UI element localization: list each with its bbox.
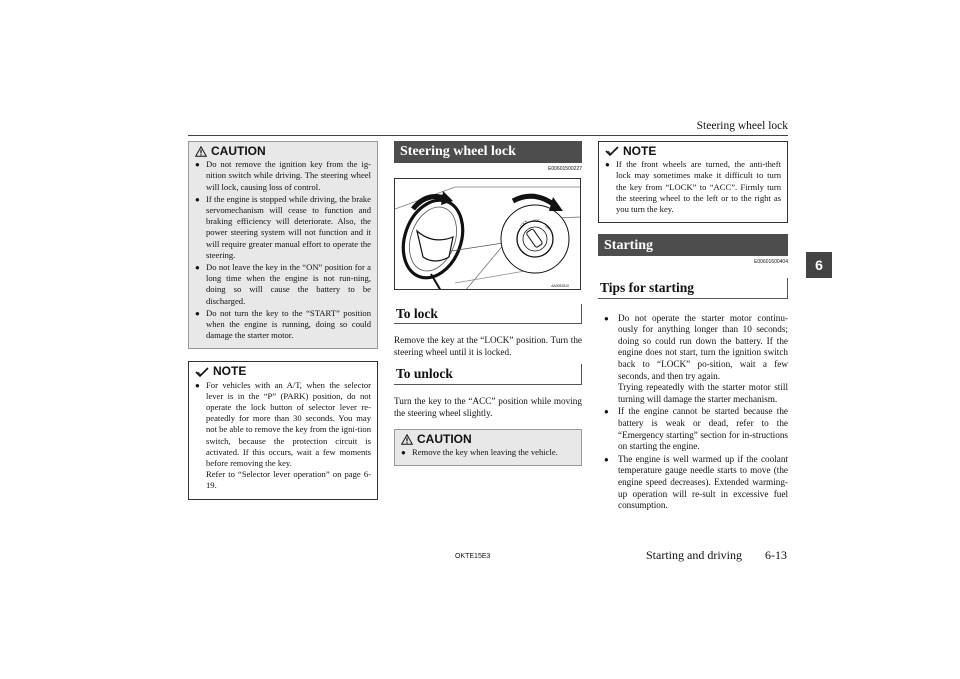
- caution-box-left: [188, 141, 378, 349]
- steering-wheel-figure: [395, 179, 581, 290]
- note-check-icon: [195, 367, 209, 378]
- caution-item: ● Remove the key when leaving the vehicle.: [401, 447, 575, 458]
- svg-text:LOCK: LOCK: [519, 219, 529, 228]
- chapter-tab: 6: [806, 252, 832, 278]
- caution-item: ● Do not remove the ignition key from the ig-nition switch while driving. The steering wheel will lock, causing loss of control.: [195, 159, 371, 193]
- note-box-right: [598, 141, 788, 223]
- subhead-tips-for-starting: Tips for starting: [598, 278, 788, 298]
- caution-item: ● If the engine is stopped while driving, the brake servomechanism will cease to function and braking efficiency will deteriorate. Also, the power steering system will not function and it will require greater manual effort to operate the steering.: [195, 194, 371, 261]
- section-code: E00601600404: [754, 259, 788, 266]
- section-title-starting: Starting: [598, 234, 788, 256]
- footer-section: Starting and driving: [646, 548, 742, 562]
- tip-item: ● The engine is well warmed up if the coolant temperature gauge needle starts to move (the engine speed decreases). Extended warming-up operation will re-sult in excessive fuel consumption.: [604, 454, 788, 512]
- tip-item: ● Do not operate the starter motor continu-ously for anything longer than 10 seconds; doing so could run down the battery. If the engine does not start, turn the ignition switch back to “LOCK” po-sition, wait a few seconds, and then try again. Trying repeatedly with the starter motor still turning will damage the starter mechanism.: [604, 313, 788, 406]
- warning-triangle-icon: [401, 434, 413, 445]
- to-unlock-text: Turn the key to the “ACC” position while moving the steering wheel slightly.: [394, 395, 582, 418]
- page-number: 6-13: [765, 548, 787, 562]
- svg-text:ON: ON: [544, 224, 551, 231]
- svg-text:ACC: ACC: [533, 219, 540, 224]
- caution-box-middle: [394, 429, 582, 466]
- note-item: ● If the front wheels are turned, the anti-theft lock may sometimes make it difficult to turn the key from “LOCK” to “ACC”. Firmly turn the steering wheel to the left or to the right as you turn the key.: [605, 159, 781, 215]
- caution-item: ● Do not leave the key in the “ON” position for a long time when the engine is not run-ning, doing so will cause the battery to be discharged.: [195, 262, 371, 307]
- section-title-steering-lock: Steering wheel lock: [394, 141, 582, 163]
- figure-code: AA0052810: [551, 284, 569, 289]
- warning-triangle-icon: [195, 146, 207, 157]
- caution-title: CAUTION: [417, 431, 472, 446]
- note-item: ● For vehicles with an A/T, when the selector lever is in the “P” (PARK) position, do not operate the lock button of selector lever re-peatedly for more than 30 seconds. You may not be able to remove the key from the igni-tion switch, because the protection circuit is activated. If this occurs, wait a few moments before removing the key. Refer to “Selector lever operation” on page 6-19.: [195, 380, 371, 492]
- subhead-to-unlock: To unlock: [394, 364, 582, 384]
- subhead-to-lock: To lock: [394, 304, 582, 324]
- steering-lock-illustration: [394, 178, 581, 290]
- tip-item: ● If the engine cannot be started because the battery is weak or dead, refer to the “Emergency starting” section for in-structions on starting the engine.: [604, 406, 788, 452]
- note-check-icon: [605, 146, 619, 157]
- header-rule: [188, 135, 788, 136]
- to-lock-text: Remove the key at the “LOCK” position. Turn the steering wheel until it is locked.: [394, 335, 582, 358]
- footer-code: OKTE15E3: [455, 553, 491, 560]
- note-title: NOTE: [623, 144, 657, 158]
- caution-item: ● Do not turn the key to the “START” position when the engine is running, doing so could damage the starter motor.: [195, 308, 371, 342]
- caution-title: CAUTION: [211, 144, 266, 158]
- note-box-left: [188, 361, 378, 499]
- note-title: NOTE: [213, 364, 247, 379]
- running-head: Steering wheel lock: [696, 120, 788, 132]
- section-code: E00601500227: [548, 166, 582, 172]
